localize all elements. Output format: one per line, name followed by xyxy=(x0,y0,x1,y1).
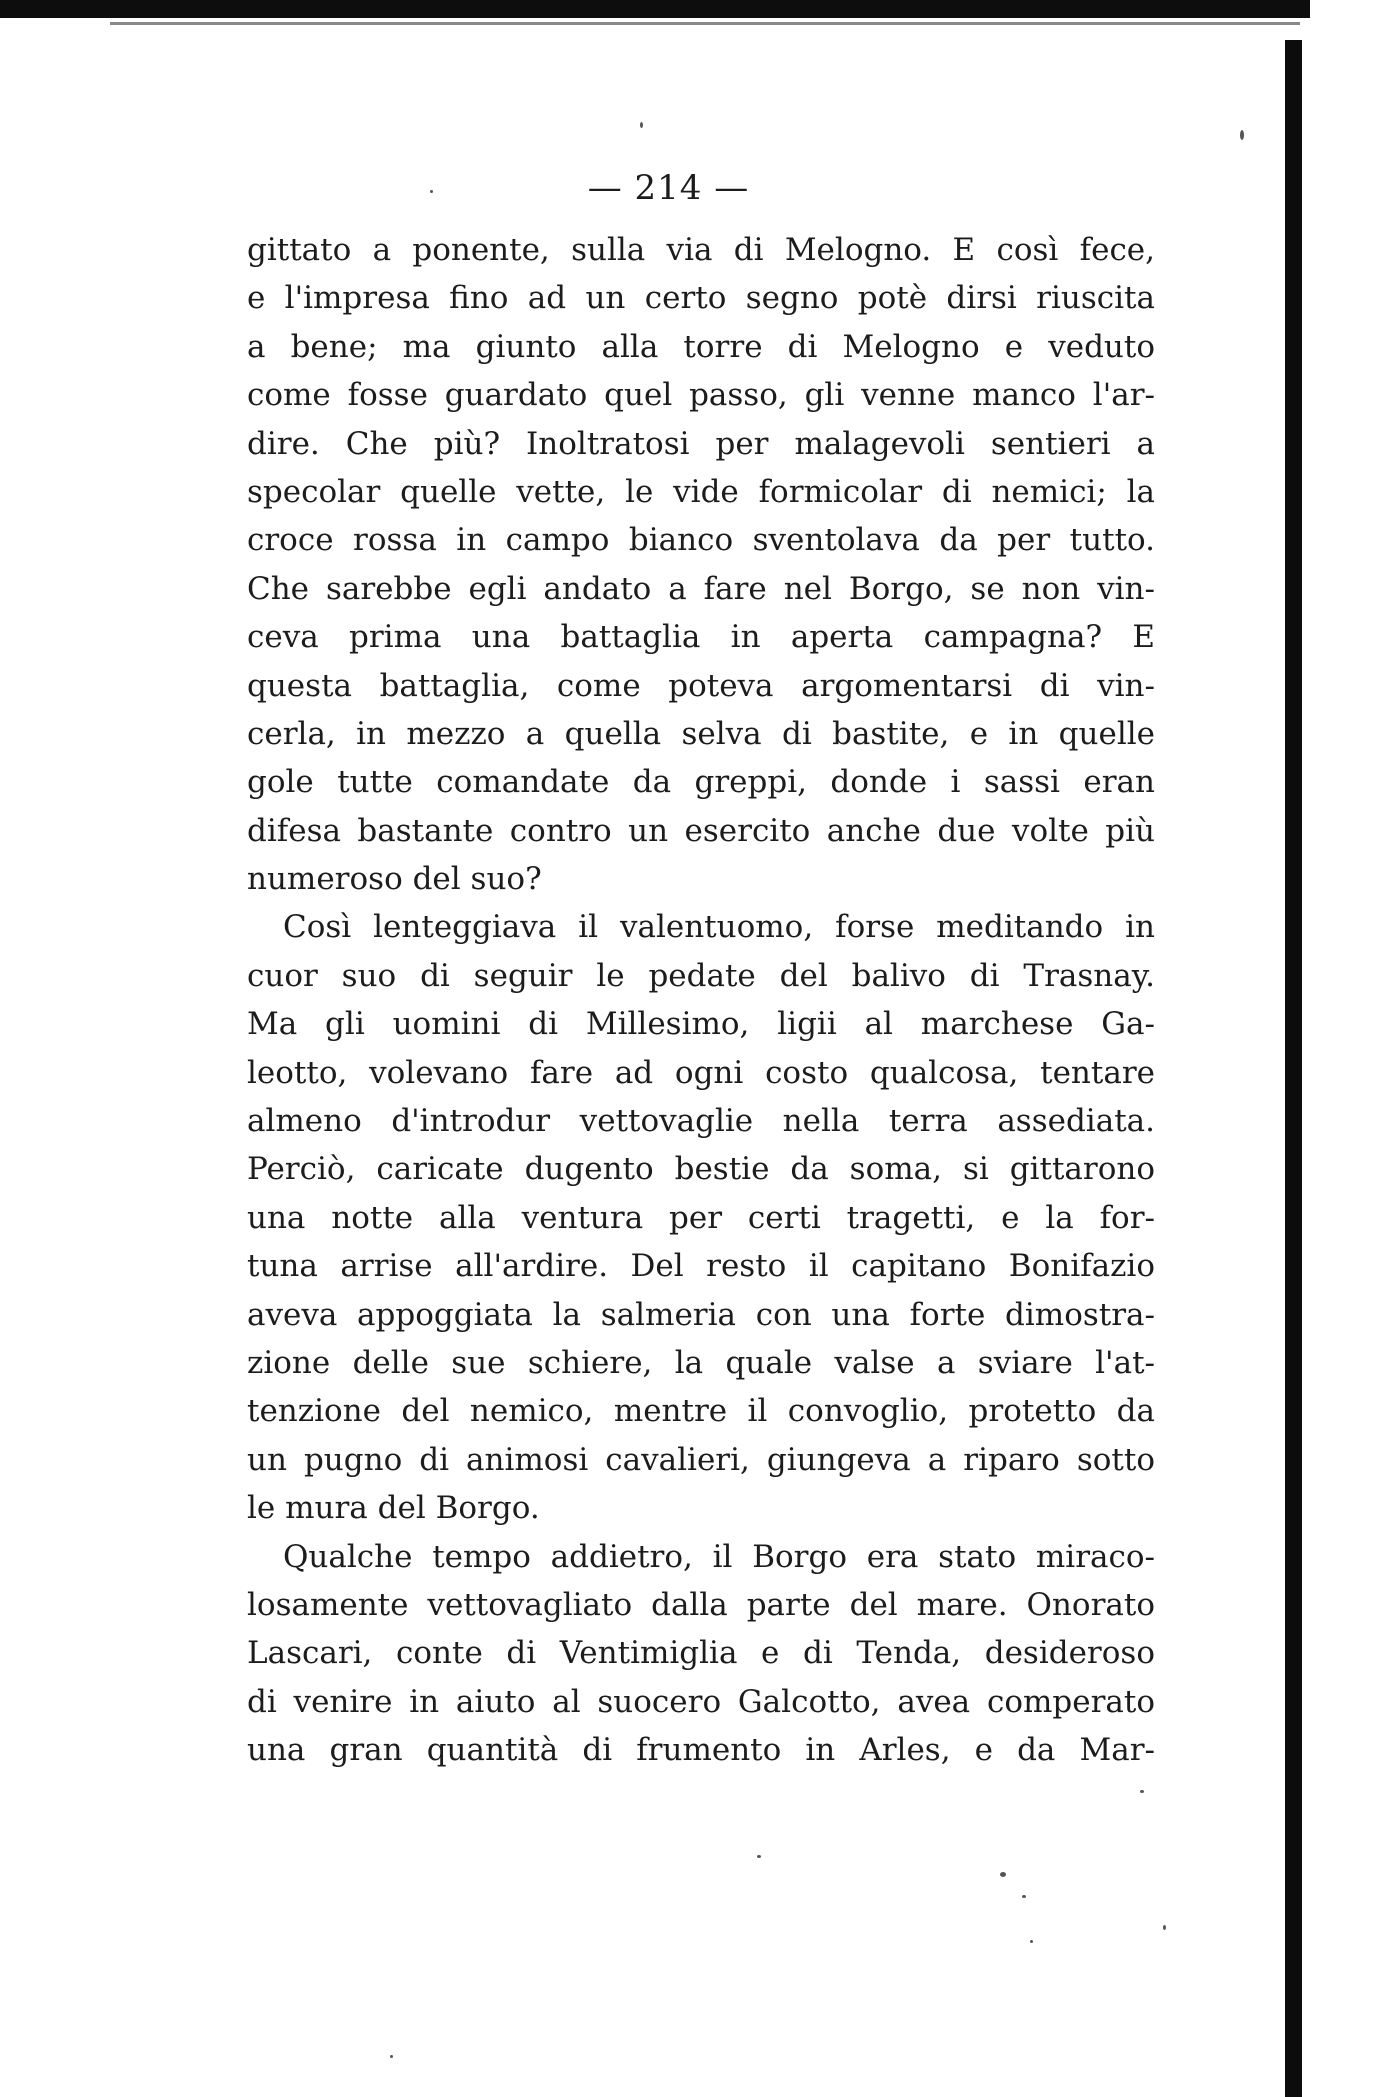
text-line: le mura del Borgo. xyxy=(247,1490,540,1527)
scan-border-top-shadow xyxy=(110,22,1300,25)
text-line: di venire in aiuto al suocero Galcotto, avea comperato xyxy=(247,1683,1155,1720)
text-line: losamente vettovagliato dalla parte del mare. Onorato xyxy=(247,1586,1155,1623)
text-line: tuna arrise all'ardire. Del resto il capitano Bonifazio xyxy=(247,1248,1155,1285)
text-line: a bene; ma giunto alla torre di Melogno e veduto xyxy=(247,328,1155,365)
page-number: — 214 — xyxy=(587,168,750,208)
text-line: leotto, volevano fare ad ogni costo qualcosa, tentare xyxy=(247,1054,1155,1091)
body-text xyxy=(247,226,1155,1775)
text-line: difesa bastante contro un esercito anche due volte più xyxy=(247,812,1155,849)
scan-speck xyxy=(1000,1872,1006,1877)
text-line: Che sarebbe egli andato a fare nel Borgo, se non vin- xyxy=(247,570,1155,607)
text-line: gole tutte comandate da greppi, donde i sassi eran xyxy=(247,764,1155,801)
scan-speck xyxy=(390,2055,393,2058)
scan-speck xyxy=(1030,1940,1033,1943)
scan-speck xyxy=(1022,1895,1026,1898)
text-line: Ma gli uomini di Millesimo, ligii al marchese Ga- xyxy=(247,1006,1155,1043)
scan-border-top xyxy=(0,0,1310,18)
text-line: Qualche tempo addietro, il Borgo era stato miraco- xyxy=(283,1538,1155,1575)
text-line: cerla, in mezzo a quella selva di bastite, e in quelle xyxy=(247,715,1155,752)
text-line: questa battaglia, come poteva argomentarsi di vin- xyxy=(247,667,1155,704)
scan-speck xyxy=(1140,1790,1144,1793)
text-line: una notte alla ventura per certi tragetti, e la for- xyxy=(247,1199,1155,1236)
text-line: specolar quelle vette, le vide formicolar di nemici; la xyxy=(247,473,1155,510)
scan-speck xyxy=(1163,1925,1166,1930)
text-line: gittato a ponente, sulla via di Melogno. E così fece, xyxy=(247,232,1155,268)
text-line: un pugno di animosi cavalieri, giungeva a riparo sotto xyxy=(247,1441,1155,1478)
text-line: aveva appoggiata la salmeria con una forte dimostra- xyxy=(247,1296,1155,1333)
text-line: cuor suo di seguir le pedate del balivo di Trasnay. xyxy=(247,957,1155,994)
text-line: una gran quantità di frumento in Arles, e da Mar- xyxy=(247,1732,1155,1769)
scan-speck xyxy=(1240,130,1244,140)
text-line: come fosse guardato quel passo, gli venne manco l'ar- xyxy=(247,377,1155,414)
text-line: croce rossa in campo bianco sventolava da per tutto. xyxy=(247,522,1155,559)
scan-speck xyxy=(430,190,433,193)
text-line: dire. Che più? Inoltratosi per malagevoli sentieri a xyxy=(247,425,1155,462)
text-line: numeroso del suo? xyxy=(247,861,542,898)
text-line: Perciò, caricate dugento bestie da soma, si gittarono xyxy=(247,1151,1155,1188)
text-line: zione delle sue schiere, la quale valse a sviare l'at- xyxy=(247,1344,1155,1381)
scan-border-right xyxy=(1285,40,1302,2097)
scan-speck xyxy=(640,122,643,128)
text-line: ceva prima una battaglia in aperta campagna? E xyxy=(247,619,1155,656)
text-line: e l'impresa fino ad un certo segno potè dirsi riuscita xyxy=(247,280,1155,317)
text-line: Lascari, conte di Ventimiglia e di Tenda, desideroso xyxy=(247,1635,1155,1672)
text-line: Così lenteggiava il valentuomo, forse meditando in xyxy=(283,909,1155,946)
scan-speck xyxy=(757,1855,761,1858)
text-line: tenzione del nemico, mentre il convoglio, protetto da xyxy=(247,1393,1155,1430)
text-line: almeno d'introdur vettovaglie nella terra assediata. xyxy=(247,1103,1155,1140)
